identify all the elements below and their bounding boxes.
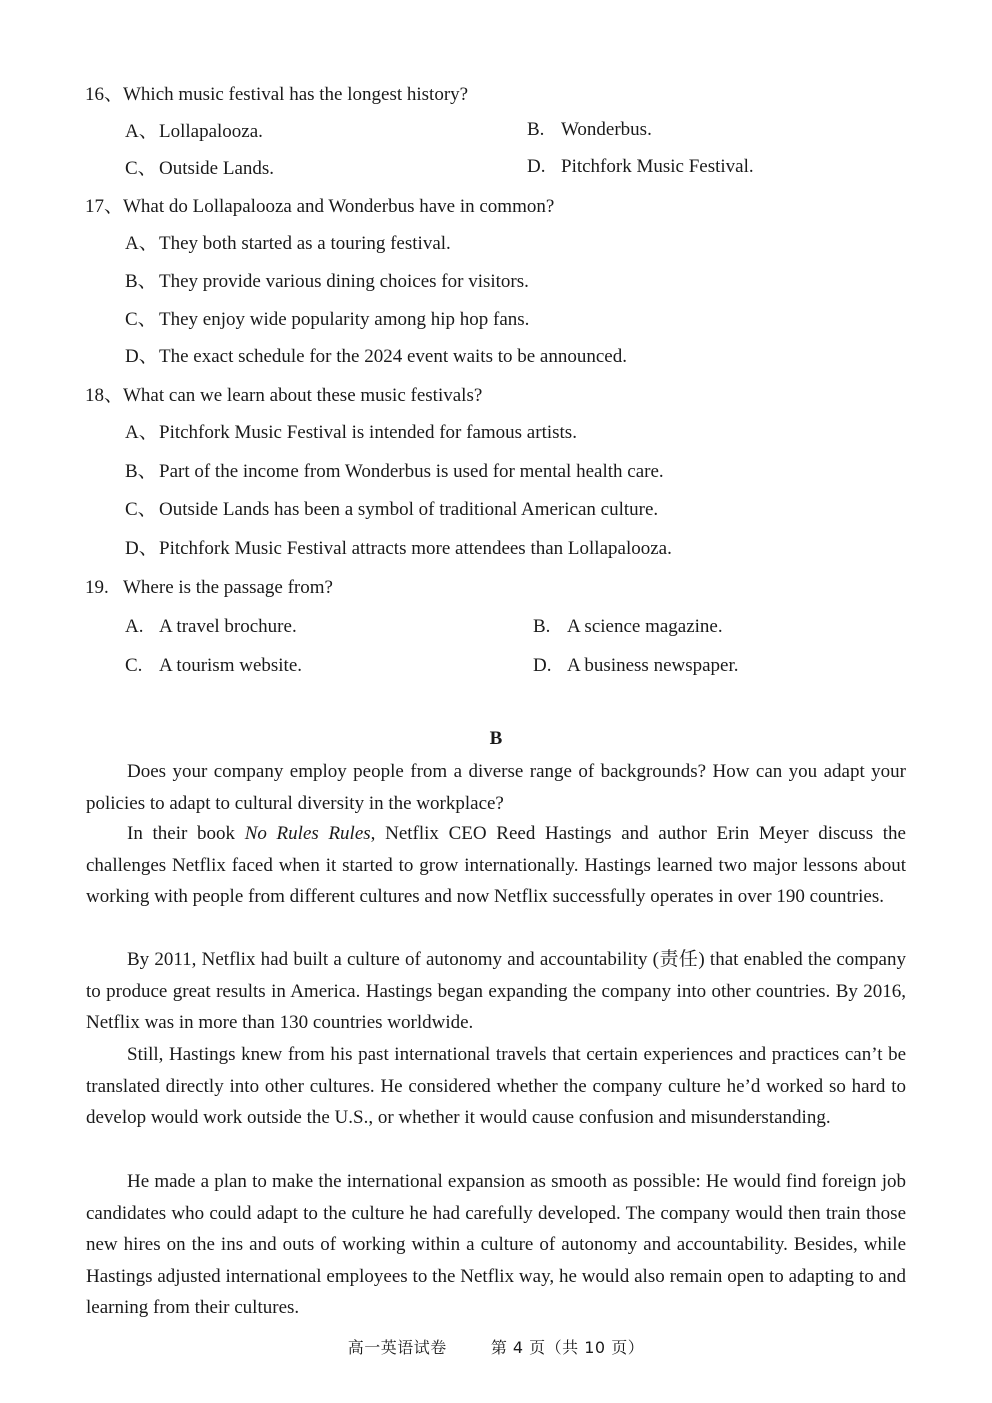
option-text: They both started as a touring festival. (159, 233, 451, 254)
option-18a (125, 421, 577, 445)
option-19c (125, 654, 302, 678)
option-text: Pitchfork Music Festival is intended for famous artists. (159, 422, 577, 443)
question-text: What do Lollapalooza and Wonderbus have in common? (123, 196, 555, 217)
question-text: Where is the passage from? (123, 577, 333, 598)
option-16c (125, 157, 274, 181)
option-18c (125, 498, 658, 522)
option-text: Pitchfork Music Festival. (561, 156, 754, 177)
question-number: 16、 (85, 84, 124, 105)
option-letter: C. (125, 655, 143, 676)
option-text: Lollapalooza. (159, 121, 263, 142)
exam-title: 高一英语试卷 (347, 1338, 447, 1357)
option-letter: A、 (125, 121, 158, 142)
option-text: A business newspaper. (567, 655, 739, 676)
paragraph-2-rest: , Netflix CEO Reed Hastings and author Erin Meyer discuss the challenges Netflix faced when it started to grow internationally. Hastings learned two major lessons about working with people from different cultures and now Netflix successfully operates in over 190 countries. (86, 823, 906, 907)
option-19a (125, 615, 297, 639)
option-text: Outside Lands has been a symbol of traditional American culture. (159, 499, 659, 520)
option-19b (533, 615, 723, 639)
option-17a (125, 232, 451, 256)
paragraph-2-lead: In their book (127, 823, 245, 844)
question-number: 18、 (85, 385, 124, 406)
option-16b (527, 118, 652, 142)
option-letter: A、 (125, 422, 158, 443)
paragraph-3: By 2011, Netflix had built a culture of autonomy and accountability (责任) that enabled the company to produce great results in America. Hastings began expanding the company into other countries. By 2016, Netflix was in more than 130 countries worldwide. (86, 949, 906, 1033)
option-19d (533, 654, 739, 678)
option-text: A travel brochure. (159, 616, 297, 637)
option-letter: B、 (125, 461, 157, 482)
question-17 (85, 195, 554, 219)
question-16 (85, 83, 468, 107)
paragraph-2 (86, 818, 906, 913)
option-text: Outside Lands. (159, 158, 275, 179)
option-text: They provide various dining choices for visitors. (159, 271, 529, 292)
option-letter: D. (533, 655, 552, 676)
question-number: 19. (85, 577, 109, 598)
option-letter: A、 (125, 233, 158, 254)
option-letter: B、 (125, 271, 157, 292)
option-18b (125, 460, 664, 484)
question-text: What can we learn about these music festivals? (123, 385, 483, 406)
option-text: Part of the income from Wonderbus is used for mental health care. (159, 461, 664, 482)
option-text: Pitchfork Music Festival attracts more attendees than Lollapalooza. (159, 538, 672, 559)
option-letter: C、 (125, 499, 157, 520)
option-17d (125, 345, 627, 369)
question-number: 17、 (85, 196, 124, 217)
option-letter: D. (527, 156, 546, 177)
option-16a (125, 120, 263, 144)
option-letter: B. (533, 616, 551, 637)
option-letter: D、 (125, 538, 158, 559)
option-18d (125, 537, 672, 561)
option-letter: C、 (125, 158, 157, 179)
option-text: The exact schedule for the 2024 event waits to be announced. (159, 346, 627, 367)
book-title: No Rules Rules (244, 823, 371, 844)
question-text: Which music festival has the longest history? (123, 84, 469, 105)
paragraph-4: Still, Hastings knew from his past international travels that certain experiences and practices can’t be translated directly into other cultures. He considered whether the company culture he’d worked so hard to develop would work outside the U.S., or whether it would cause confusion and misunderstanding. (86, 1044, 906, 1128)
question-18 (85, 384, 482, 408)
option-letter: A. (125, 616, 144, 637)
page-footer (0, 1335, 992, 1358)
option-letter: C、 (125, 309, 157, 330)
option-letter: B. (527, 119, 545, 140)
option-text: A tourism website. (159, 655, 303, 676)
option-text: A science magazine. (567, 616, 723, 637)
option-text: They enjoy wide popularity among hip hop fans. (159, 309, 530, 330)
option-text: Wonderbus. (561, 119, 652, 140)
page-number: 第 4 页（共 10 页） (490, 1338, 645, 1357)
paragraph-5: He made a plan to make the international expansion as smooth as possible: He would find foreign job candidates who could adapt to the culture he had carefully developed. The company would then train those new hires on the ins and outs of working within a culture of autonomy and accountability. Besides, while Hastings adjusted international employees to the Netflix way, he would also remain open to adapting to and learning from their cultures. (86, 1171, 906, 1318)
option-16d (527, 155, 754, 179)
paragraph-1: Does your company employ people from a diverse range of backgrounds? How can you adapt your policies to adapt to cultural diversity in the workplace? (86, 761, 906, 814)
option-letter: D、 (125, 346, 158, 367)
option-17b (125, 270, 529, 294)
option-17c (125, 308, 529, 332)
question-19 (85, 576, 333, 600)
section-title: B (489, 728, 503, 749)
